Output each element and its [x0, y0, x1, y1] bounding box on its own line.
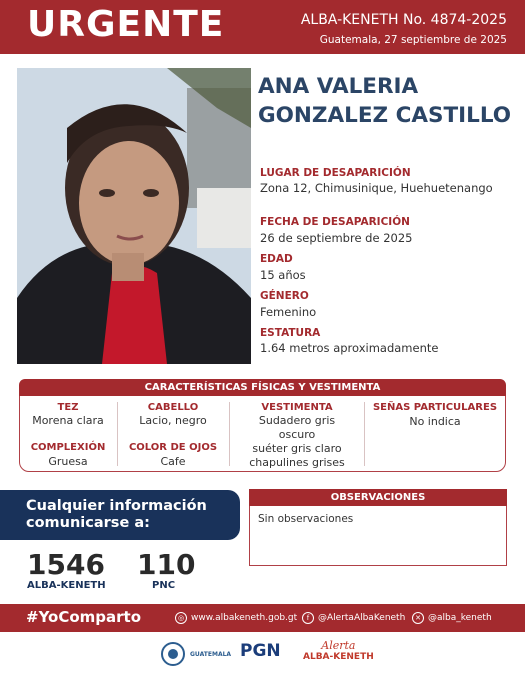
- phone-pnc-label: PNC: [152, 580, 176, 591]
- phone-alba-keneth[interactable]: 1546: [27, 548, 105, 581]
- contact-text: [26, 498, 236, 532]
- ojos-value: Cafe: [160, 455, 186, 468]
- urgente-title: URGENTE: [27, 4, 225, 45]
- x-icon: ✕: [412, 612, 424, 624]
- vestimenta-line: oscuro: [278, 428, 316, 441]
- phone-alba-keneth-label: ALBA-KENETH: [27, 580, 106, 591]
- coat-of-arms-icon: [160, 641, 186, 667]
- person-name: [258, 72, 520, 130]
- fecha-value: 26 de septiembre de 2025: [260, 231, 413, 245]
- facebook-text: @AlertaAlbaKeneth: [318, 613, 406, 623]
- ojos-label: COLOR DE OJOS: [128, 442, 218, 453]
- person-name-line2: GONZALEZ CASTILLO: [258, 103, 512, 128]
- hashtag: #YoComparto: [26, 608, 142, 626]
- tez-label: TEZ: [57, 402, 79, 413]
- website-link[interactable]: [175, 612, 297, 624]
- person-name-line1: ANA VALERIA: [258, 74, 419, 99]
- cabello-value: Lacio, negro: [139, 414, 207, 427]
- estatura-label: ESTATURA: [260, 327, 321, 339]
- alert-date: Guatemala, 27 septiembre de 2025: [319, 34, 507, 46]
- complexion-label: COMPLEXIÓN: [30, 442, 106, 453]
- alert-id: ALBA-KENETH No. 4874-2025: [300, 12, 507, 28]
- observations-text: Sin observaciones: [258, 513, 354, 525]
- government-logo: [160, 641, 231, 667]
- fecha-label: FECHA DE DESAPARICIÓN: [260, 216, 410, 228]
- website-text: www.albakeneth.gob.gt: [191, 613, 298, 623]
- missing-person-photo: [17, 68, 251, 364]
- tez-value: Morena clara: [32, 414, 104, 427]
- edad-value: 15 años: [260, 268, 306, 282]
- facebook-icon: f: [302, 612, 314, 624]
- twitter-text: @alba_keneth: [428, 613, 492, 623]
- lugar-value: Zona 12, Chimusinique, Huehuetenango: [260, 181, 493, 195]
- complexion-value: Gruesa: [48, 455, 88, 468]
- alba-keneth-logo-line2: ALBA-KENETH: [303, 652, 374, 662]
- vestimenta-line: chapulines grises: [249, 456, 345, 469]
- lugar-label: LUGAR DE DESAPARICIÓN: [260, 167, 411, 179]
- globe-icon: ◎: [175, 612, 187, 624]
- alba-keneth-logo-line1: Alerta: [321, 639, 356, 652]
- vestimenta-line: Sudadero gris: [258, 414, 336, 427]
- senas-label: SEÑAS PARTICULARES: [372, 402, 498, 413]
- vestimenta-value: [230, 414, 364, 470]
- vestimenta-line: suéter gris claro: [252, 442, 342, 455]
- facebook-link[interactable]: [302, 612, 405, 624]
- contact-line1: Cualquier información: [26, 498, 207, 514]
- characteristics-title: CARACTERÍSTICAS FÍSICAS Y VESTIMENTA: [19, 379, 506, 396]
- vestimenta-label: VESTIMENTA: [261, 402, 333, 413]
- observations-title: OBSERVACIONES: [249, 489, 507, 506]
- alba-keneth-logo: [303, 639, 374, 662]
- contact-line2: comunicarse a:: [26, 515, 150, 531]
- cabello-label: CABELLO: [147, 402, 199, 413]
- edad-label: EDAD: [260, 253, 293, 265]
- twitter-link[interactable]: [412, 612, 492, 624]
- pgn-logo: PGN: [240, 641, 281, 661]
- genero-value: Femenino: [260, 305, 317, 319]
- genero-label: GÉNERO: [260, 290, 309, 302]
- phone-pnc[interactable]: 110: [137, 548, 196, 581]
- senas-value: No indica: [409, 415, 461, 428]
- person-photo-illustration: [17, 68, 251, 364]
- estatura-value: 1.64 metros aproximadamente: [260, 341, 439, 355]
- government-logo-text: GUATEMALA: [190, 650, 232, 658]
